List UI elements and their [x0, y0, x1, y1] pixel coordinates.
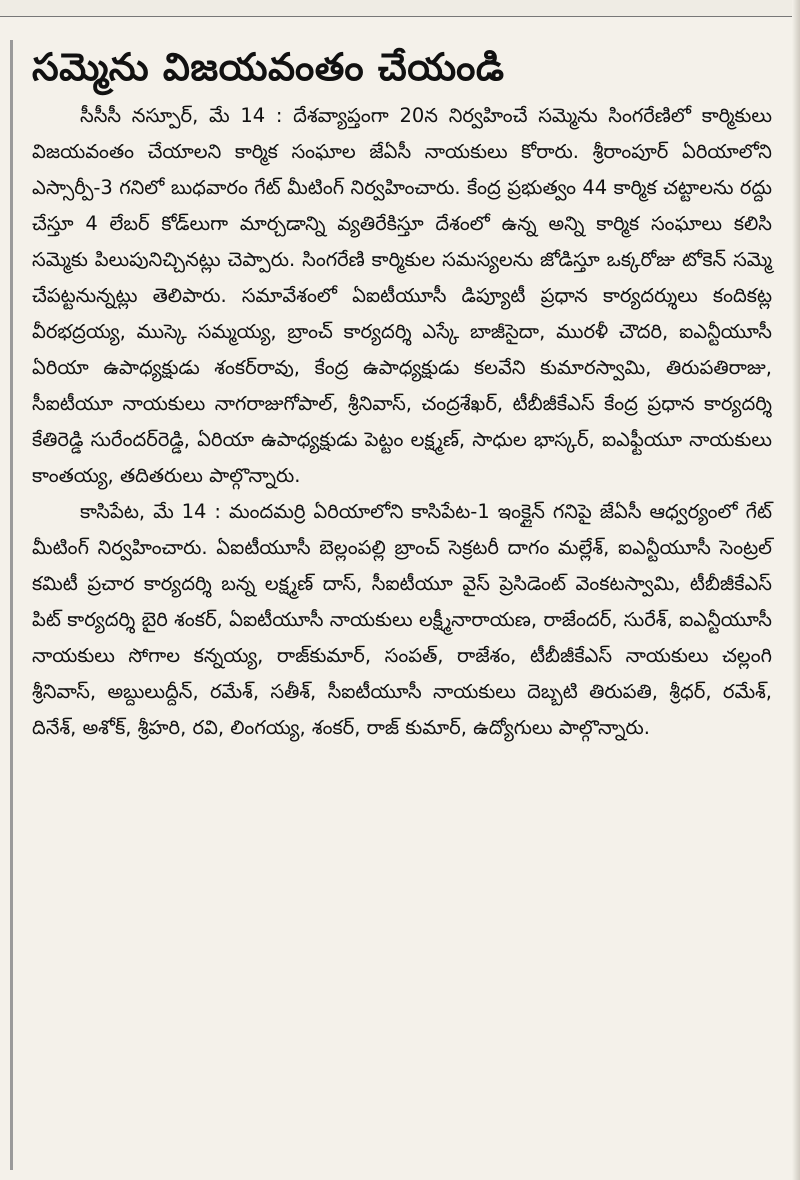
paragraph-2-body: మందమర్రి ఏరియాలోని కాసిపేట-1 ఇంక్లైన్ గనిపై జేఏసీ ఆధ్వర్యంలో గేట్ మీటింగ్ నిర్వహించారు. ఏఐటీయూసీ బెల్లంపల్లి బ్రాంచ్ సెక్రటరీ దాగం మల్లేశ్, ఐఎన్టీయూసీ సెంట్రల్ కమిటీ ప్రచార కార్యదర్శి బన్న లక్ష్మణ్ దాస్, సీఐటీయూ వైస్ ప్రెసిడెంట్ వెంకటస్వామి, టీబీజీకేఎస్ పిట్ కార్యదర్శి బైరి శంకర్, ఏఐటీయూసీ నాయకులు లక్ష్మీనారాయణ, రాజేందర్, సురేశ్, ఐఎన్టీయూసీ నాయకులు సోగాల కన్నయ్య, రాజ్‌కుమార్, సంపత్, రాజేశం, టీబీజీకేఎస్ నాయకులు చల్లంగి శ్రీనివాస్, అబ్దులుద్దీన్, రమేశ్, సతీశ్, సీఐటీయూసీ నాయకులు దెబ్బటి తిరుపతి, శ్రీధర్, రమేశ్, దినేశ్, అశోక్, శ్రీహరి, రవి, లింగయ్య, శంకర్, రాజ్ కుమార్, ఉద్యోగులు పాల్గొన్నారు.	[32, 500, 773, 739]
paragraph-1-dateline: సీసీసీ నస్పూర్, మే 14 :	[80, 104, 283, 127]
article-paragraph-1	[32, 98, 772, 494]
paragraph-2-dateline: కాసిపేట, మే 14 :	[80, 500, 221, 523]
column-divider	[10, 40, 13, 1170]
paragraph-1-body: దేశవ్యాప్తంగా 20న నిర్వహించే సమ్మెను సింగరేణిలో కార్మికులు విజయవంతం చేయాలని కార్మిక సంఘాల జేఏసీ నాయకులు కోరారు. శ్రీరాంపూర్ ఏరియాలోని ఎస్సార్పీ-3 గనిలో బుధవారం గేట్ మీటింగ్ నిర్వహించారు. కేంద్ర ప్రభుత్వం 44 కార్మిక చట్టాలను రద్దు చేస్తూ 4 లేబర్ కోడ్‌లుగా మార్చడాన్ని వ్యతిరేకిస్తూ దేశంలో ఉన్న అన్ని కార్మిక సంఘాలు కలిసి సమ్మెకు పిలుపునిచ్చినట్లు చెప్పారు. సింగరేణి కార్మికుల సమస్యలను జోడిస్తూ ఒక్కరోజు టోకెన్ సమ్మె చేపట్టనున్నట్లు తెలిపారు. సమావేశంలో ఏఐటీయూసీ డిప్యూటీ ప్రధాన కార్యదర్శులు కందికట్ల వీరభద్రయ్య, ముస్కె సమ్మయ్య, బ్రాంచ్ కార్యదర్శి ఎస్కే బాజీసైదా, మురళీ చౌదరి, ఐఎన్టీయూసీ ఏరియా ఉపాధ్యక్షుడు శంకర్‌రావు, కేంద్ర ఉపాధ్యక్షుడు కలవేని కుమారస్వామి, తిరుపతిరాజు, సీఐటీయూ నాయకులు నాగరాజుగోపాల్, శ్రీనివాస్, చంద్రశేఖర్, టీబీజీకేఎస్ కేంద్ర ప్రధాన కార్యదర్శి కేతిరెడ్డి సురేందర్‌రెడ్డి, ఏరియా ఉపాధ్యక్షుడు పెట్టం లక్ష్మణ్, సాధుల భాస్కర్, ఐఎఫ్టీయూ నాయకులు కాంతయ్య, తదితరులు పాల్గొన్నారు.	[32, 104, 772, 487]
page-edge-shadow	[792, 0, 800, 1180]
page-top-rule	[0, 0, 800, 17]
article-paragraph-2	[32, 494, 772, 746]
news-article	[32, 40, 772, 746]
article-headline: సమ్మెను విజయవంతం చేయండి	[32, 45, 505, 89]
